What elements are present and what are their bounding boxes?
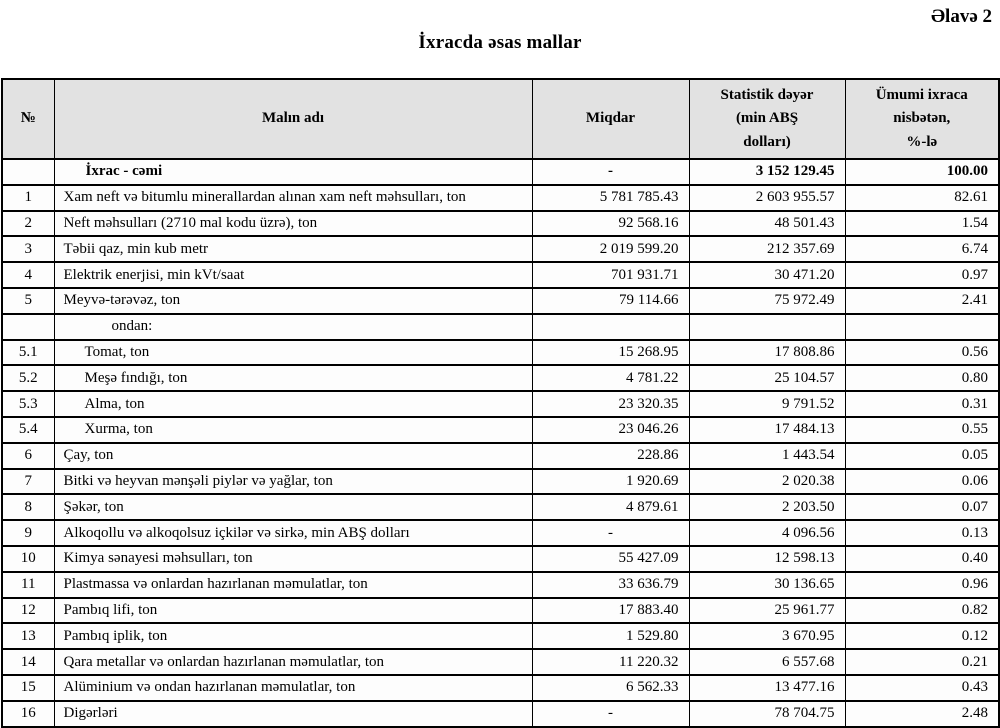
cell-export-share: [845, 314, 999, 340]
cell-export-share: 0.31: [845, 391, 999, 417]
cell-quantity: 6 562.33: [532, 675, 689, 701]
cell-good-name: Elektrik enerjisi, min kVt/saat: [54, 262, 532, 288]
cell-good-name: Xam neft və bitumlu minerallardan alınan xam neft məhsulları, ton: [54, 185, 532, 211]
cell-statistical-value: 25 961.77: [689, 598, 845, 624]
cell-good-name: Kimya sənayesi məhsulları, ton: [54, 546, 532, 572]
column-header-no: №: [2, 79, 54, 159]
cell-statistical-value: 25 104.57: [689, 365, 845, 391]
cell-export-share: 100.00: [845, 159, 999, 185]
cell-export-share: 0.21: [845, 649, 999, 675]
cell-quantity: 2 019 599.20: [532, 236, 689, 262]
column-header-share: [845, 79, 999, 159]
cell-statistical-value: 212 357.69: [689, 236, 845, 262]
column-header-value-line3: dolları): [743, 133, 791, 150]
cell-export-share: 0.05: [845, 443, 999, 469]
table-row: [2, 546, 999, 572]
cell-good-name: Meşə fındığı, ton: [54, 365, 532, 391]
page-title: İxracda əsas mallar: [418, 32, 582, 53]
cell-row-number: [2, 159, 54, 185]
table-row: [2, 598, 999, 624]
cell-good-name: Neft məhsulları (2710 mal kodu üzrə), ton: [54, 211, 532, 237]
cell-good-name: Tomat, ton: [54, 340, 532, 366]
cell-quantity: 23 320.35: [532, 391, 689, 417]
column-header-value-line1: Statistik dəyər: [720, 87, 814, 104]
cell-statistical-value: 13 477.16: [689, 675, 845, 701]
table-row: [2, 701, 999, 727]
cell-export-share: 0.97: [845, 262, 999, 288]
cell-quantity: 15 268.95: [532, 340, 689, 366]
cell-export-share: 0.13: [845, 520, 999, 546]
column-header-share-line2: nisbətən,: [893, 110, 951, 127]
cell-quantity: -: [532, 701, 689, 727]
cell-row-number: 8: [2, 494, 54, 520]
cell-statistical-value: 78 704.75: [689, 701, 845, 727]
cell-row-number: 10: [2, 546, 54, 572]
cell-row-number: 5.4: [2, 417, 54, 443]
column-header-share-line3: %-lə: [906, 133, 938, 150]
cell-good-name: Çay, ton: [54, 443, 532, 469]
cell-quantity: 55 427.09: [532, 546, 689, 572]
cell-good-name: Alüminium və ondan hazırlanan məmulatlar, ton: [54, 675, 532, 701]
cell-statistical-value: 17 808.86: [689, 340, 845, 366]
table-row: [2, 211, 999, 237]
table-row: [2, 675, 999, 701]
cell-statistical-value: 2 020.38: [689, 469, 845, 495]
column-header-share-line1: Ümumi ixraca: [875, 87, 968, 104]
cell-good-name: Bitki və heyvan mənşəli piylər və yağlar, ton: [54, 469, 532, 495]
cell-good-name: Təbii qaz, min kub metr: [54, 236, 532, 262]
cell-good-name: Alma, ton: [54, 391, 532, 417]
cell-export-share: 2.48: [845, 701, 999, 727]
cell-statistical-value: [689, 314, 845, 340]
table-row: [2, 572, 999, 598]
cell-row-number: 15: [2, 675, 54, 701]
cell-export-share: 1.54: [845, 211, 999, 237]
cell-row-number: 9: [2, 520, 54, 546]
cell-export-share: 0.82: [845, 598, 999, 624]
column-header-value-line2: (min ABŞ: [735, 110, 799, 127]
cell-quantity: 4 879.61: [532, 494, 689, 520]
cell-row-number: 11: [2, 572, 54, 598]
cell-quantity: 92 568.16: [532, 211, 689, 237]
cell-statistical-value: 6 557.68: [689, 649, 845, 675]
table-row: [2, 443, 999, 469]
cell-quantity: 79 114.66: [532, 288, 689, 314]
table-row: [2, 340, 999, 366]
cell-good-name: Plastmassa və onlardan hazırlanan məmulatlar, ton: [54, 572, 532, 598]
cell-row-number: 2: [2, 211, 54, 237]
export-goods-table: [1, 78, 1000, 728]
cell-quantity: 23 046.26: [532, 417, 689, 443]
cell-quantity: 4 781.22: [532, 365, 689, 391]
cell-row-number: 3: [2, 236, 54, 262]
cell-statistical-value: 12 598.13: [689, 546, 845, 572]
cell-row-number: 14: [2, 649, 54, 675]
cell-good-name: Alkoqollu və alkoqolsuz içkilər və sirkə, min ABŞ dolları: [54, 520, 532, 546]
cell-export-share: 0.43: [845, 675, 999, 701]
table-row: [2, 365, 999, 391]
cell-quantity: 1 529.80: [532, 623, 689, 649]
cell-export-share: 82.61: [845, 185, 999, 211]
cell-good-name: Qara metallar və onlardan hazırlanan məmulatlar, ton: [54, 649, 532, 675]
cell-row-number: [2, 314, 54, 340]
cell-row-number: 4: [2, 262, 54, 288]
table-row: [2, 623, 999, 649]
table-row: [2, 417, 999, 443]
cell-statistical-value: 75 972.49: [689, 288, 845, 314]
cell-statistical-value: 3 670.95: [689, 623, 845, 649]
cell-statistical-value: 9 791.52: [689, 391, 845, 417]
cell-good-name: Pambıq lifi, ton: [54, 598, 532, 624]
cell-row-number: 6: [2, 443, 54, 469]
cell-quantity: 17 883.40: [532, 598, 689, 624]
table-row: [2, 159, 999, 185]
appendix-label: Əlavə 2: [931, 6, 992, 27]
table-row: [2, 314, 999, 340]
cell-quantity: [532, 314, 689, 340]
cell-row-number: 12: [2, 598, 54, 624]
cell-row-number: 16: [2, 701, 54, 727]
table-row: [2, 236, 999, 262]
table-body: [2, 159, 999, 727]
cell-export-share: 0.55: [845, 417, 999, 443]
cell-row-number: 5.2: [2, 365, 54, 391]
cell-export-share: 0.96: [845, 572, 999, 598]
cell-export-share: 0.56: [845, 340, 999, 366]
cell-row-number: 5: [2, 288, 54, 314]
cell-row-number: 1: [2, 185, 54, 211]
cell-quantity: 1 920.69: [532, 469, 689, 495]
table-row: [2, 494, 999, 520]
cell-good-name: Şəkər, ton: [54, 494, 532, 520]
cell-quantity: 5 781 785.43: [532, 185, 689, 211]
cell-export-share: 0.12: [845, 623, 999, 649]
cell-statistical-value: 17 484.13: [689, 417, 845, 443]
cell-statistical-value: 30 471.20: [689, 262, 845, 288]
cell-quantity: -: [532, 159, 689, 185]
table-header: [2, 79, 999, 159]
cell-good-name: Meyvə-tərəvəz, ton: [54, 288, 532, 314]
column-header-value: [689, 79, 845, 159]
cell-good-name: ondan:: [54, 314, 532, 340]
cell-row-number: 5.3: [2, 391, 54, 417]
cell-statistical-value: 30 136.65: [689, 572, 845, 598]
cell-export-share: 2.41: [845, 288, 999, 314]
cell-good-name: İxrac - cəmi: [54, 159, 532, 185]
table-row: [2, 520, 999, 546]
cell-statistical-value: 2 203.50: [689, 494, 845, 520]
cell-statistical-value: 2 603 955.57: [689, 185, 845, 211]
cell-export-share: 0.06: [845, 469, 999, 495]
cell-export-share: 0.07: [845, 494, 999, 520]
cell-statistical-value: 4 096.56: [689, 520, 845, 546]
cell-statistical-value: 48 501.43: [689, 211, 845, 237]
cell-quantity: -: [532, 520, 689, 546]
cell-export-share: 6.74: [845, 236, 999, 262]
cell-quantity: 228.86: [532, 443, 689, 469]
table-row: [2, 262, 999, 288]
cell-export-share: 0.80: [845, 365, 999, 391]
cell-quantity: 33 636.79: [532, 572, 689, 598]
cell-row-number: 13: [2, 623, 54, 649]
table-row: [2, 288, 999, 314]
table-row: [2, 185, 999, 211]
cell-quantity: 11 220.32: [532, 649, 689, 675]
cell-export-share: 0.40: [845, 546, 999, 572]
header-row: [2, 79, 999, 159]
cell-row-number: 7: [2, 469, 54, 495]
column-header-name: Malın adı: [54, 79, 532, 159]
table-row: [2, 649, 999, 675]
cell-statistical-value: 1 443.54: [689, 443, 845, 469]
cell-good-name: Xurma, ton: [54, 417, 532, 443]
cell-good-name: Pambıq iplik, ton: [54, 623, 532, 649]
table-row: [2, 469, 999, 495]
cell-row-number: 5.1: [2, 340, 54, 366]
cell-statistical-value: 3 152 129.45: [689, 159, 845, 185]
table-row: [2, 391, 999, 417]
column-header-qty: Miqdar: [532, 79, 689, 159]
cell-good-name: Digərləri: [54, 701, 532, 727]
cell-quantity: 701 931.71: [532, 262, 689, 288]
